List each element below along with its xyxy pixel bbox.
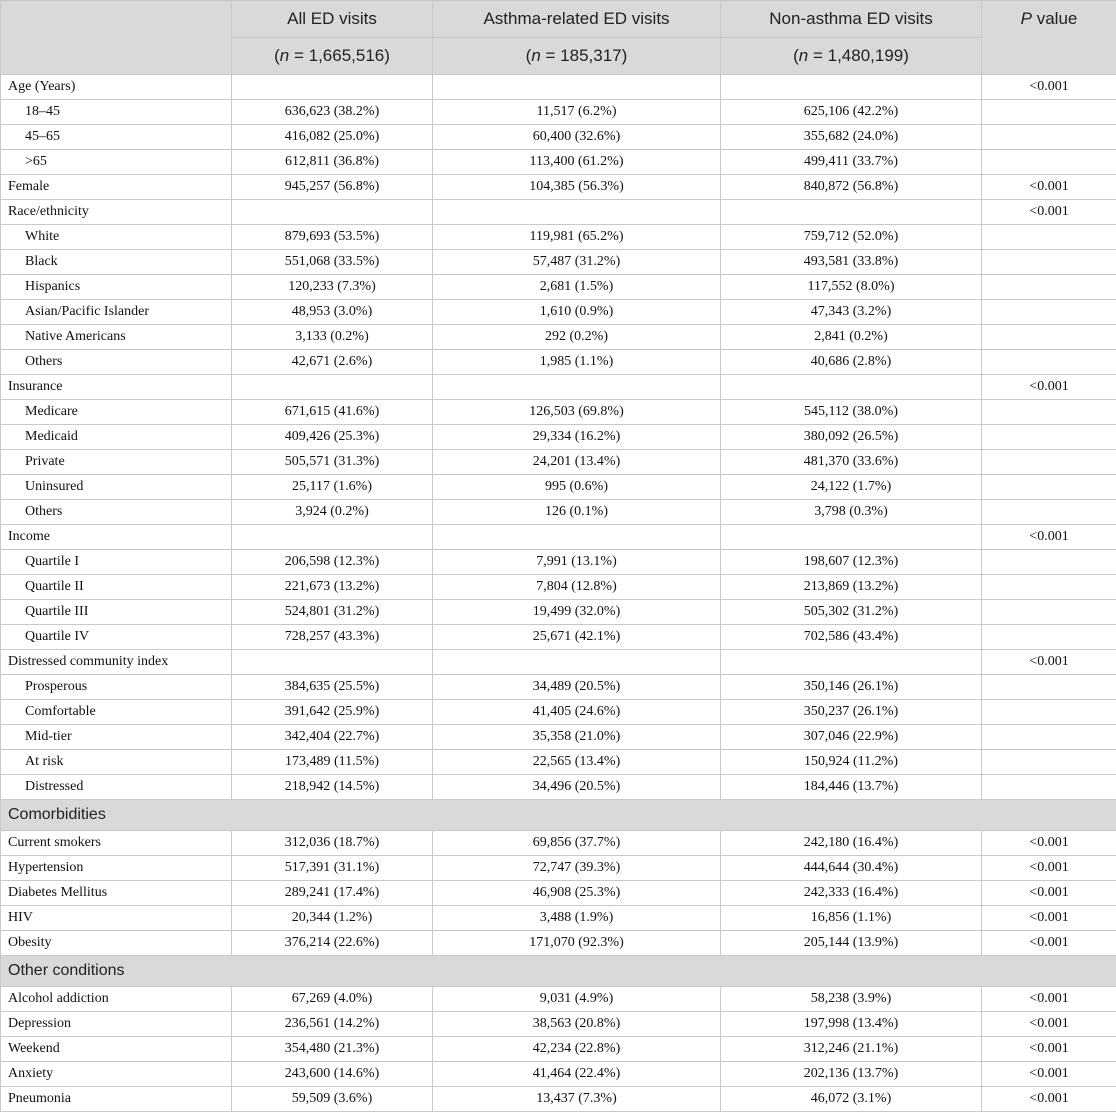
- cell-non-asthma-ed-visits: 625,106 (42.2%): [721, 100, 982, 125]
- table-row: [1, 375, 1116, 400]
- cell-all-ed-visits: 120,233 (7.3%): [232, 275, 433, 300]
- cell-asthma-ed-visits: 22,565 (13.4%): [433, 750, 721, 775]
- cell-all-ed-visits: 3,133 (0.2%): [232, 325, 433, 350]
- cell-asthma-ed-visits: 9,031 (4.9%): [433, 987, 721, 1012]
- cell-asthma-ed-visits: [433, 375, 721, 400]
- cell-all-ed-visits: 384,635 (25.5%): [232, 675, 433, 700]
- cell-all-ed-visits: 636,623 (38.2%): [232, 100, 433, 125]
- table-row: [1, 725, 1116, 750]
- cell-non-asthma-ed-visits: 307,046 (22.9%): [721, 725, 982, 750]
- cell-p-value: <0.001: [982, 1062, 1116, 1087]
- row-label: Insurance: [1, 375, 232, 400]
- row-label: Distressed: [1, 775, 232, 800]
- row-label: Distressed community index: [1, 650, 232, 675]
- cell-p-value: <0.001: [982, 906, 1116, 931]
- cell-all-ed-visits: [232, 75, 433, 100]
- cell-all-ed-visits: 376,214 (22.6%): [232, 931, 433, 956]
- section-header-row: [1, 800, 1116, 831]
- cell-asthma-ed-visits: 1,985 (1.1%): [433, 350, 721, 375]
- n-letter: n: [531, 46, 540, 65]
- row-label: Hispanics: [1, 275, 232, 300]
- table-row: [1, 856, 1116, 881]
- table-row: [1, 175, 1116, 200]
- cell-non-asthma-ed-visits: 47,343 (3.2%): [721, 300, 982, 325]
- header-row-titles: [1, 1, 1116, 38]
- cell-p-value: [982, 325, 1116, 350]
- row-label: At risk: [1, 750, 232, 775]
- table-row: [1, 75, 1116, 100]
- cell-asthma-ed-visits: 171,070 (92.3%): [433, 931, 721, 956]
- cell-p-value: [982, 675, 1116, 700]
- cell-all-ed-visits: 312,036 (18.7%): [232, 831, 433, 856]
- cell-all-ed-visits: [232, 200, 433, 225]
- table-row: [1, 400, 1116, 425]
- cell-non-asthma-ed-visits: 16,856 (1.1%): [721, 906, 982, 931]
- row-label: Pneumonia: [1, 1087, 232, 1112]
- row-label: Comfortable: [1, 700, 232, 725]
- cell-all-ed-visits: 879,693 (53.5%): [232, 225, 433, 250]
- cell-non-asthma-ed-visits: 184,446 (13.7%): [721, 775, 982, 800]
- cell-p-value: [982, 425, 1116, 450]
- section-title: Comorbidities: [1, 800, 1116, 831]
- table-row: [1, 500, 1116, 525]
- header-asthma-ed-visits: Asthma-related ED visits: [433, 1, 721, 38]
- cell-all-ed-visits: 945,257 (56.8%): [232, 175, 433, 200]
- cell-asthma-ed-visits: 25,671 (42.1%): [433, 625, 721, 650]
- cell-p-value: <0.001: [982, 525, 1116, 550]
- cell-asthma-ed-visits: 126,503 (69.8%): [433, 400, 721, 425]
- header-n-all: (n = 1,665,516): [232, 38, 433, 75]
- row-label: Age (Years): [1, 75, 232, 100]
- table-row: [1, 750, 1116, 775]
- cell-all-ed-visits: 505,571 (31.3%): [232, 450, 433, 475]
- section-header-row: [1, 956, 1116, 987]
- cell-p-value: <0.001: [982, 375, 1116, 400]
- row-label: Depression: [1, 1012, 232, 1037]
- cell-p-value: <0.001: [982, 175, 1116, 200]
- table-row: [1, 200, 1116, 225]
- row-label: Alcohol addiction: [1, 987, 232, 1012]
- cell-p-value: <0.001: [982, 1012, 1116, 1037]
- cell-all-ed-visits: 342,404 (22.7%): [232, 725, 433, 750]
- table-row: [1, 675, 1116, 700]
- header-all-ed-visits: All ED visits: [232, 1, 433, 38]
- cell-p-value: [982, 700, 1116, 725]
- cell-p-value: [982, 575, 1116, 600]
- cell-asthma-ed-visits: 29,334 (16.2%): [433, 425, 721, 450]
- table-row: [1, 125, 1116, 150]
- cell-asthma-ed-visits: 38,563 (20.8%): [433, 1012, 721, 1037]
- section-title: Other conditions: [1, 956, 1116, 987]
- cell-all-ed-visits: 59,509 (3.6%): [232, 1087, 433, 1112]
- cell-non-asthma-ed-visits: 380,092 (26.5%): [721, 425, 982, 450]
- cell-p-value: [982, 500, 1116, 525]
- table-row: [1, 700, 1116, 725]
- table-row: [1, 275, 1116, 300]
- cell-all-ed-visits: 243,600 (14.6%): [232, 1062, 433, 1087]
- cell-asthma-ed-visits: [433, 75, 721, 100]
- row-label: Others: [1, 500, 232, 525]
- table-row: [1, 100, 1116, 125]
- cell-non-asthma-ed-visits: [721, 75, 982, 100]
- row-label: Native Americans: [1, 325, 232, 350]
- cell-asthma-ed-visits: 104,385 (56.3%): [433, 175, 721, 200]
- row-label: Uninsured: [1, 475, 232, 500]
- cell-p-value: [982, 350, 1116, 375]
- cell-non-asthma-ed-visits: 481,370 (33.6%): [721, 450, 982, 475]
- cell-asthma-ed-visits: 7,991 (13.1%): [433, 550, 721, 575]
- row-label: >65: [1, 150, 232, 175]
- cell-non-asthma-ed-visits: 198,607 (12.3%): [721, 550, 982, 575]
- cell-asthma-ed-visits: 126 (0.1%): [433, 500, 721, 525]
- row-label: Obesity: [1, 931, 232, 956]
- cell-asthma-ed-visits: 3,488 (1.9%): [433, 906, 721, 931]
- table-row: [1, 906, 1116, 931]
- cell-asthma-ed-visits: 41,405 (24.6%): [433, 700, 721, 725]
- cell-asthma-ed-visits: 41,464 (22.4%): [433, 1062, 721, 1087]
- cell-asthma-ed-visits: 57,487 (31.2%): [433, 250, 721, 275]
- cell-asthma-ed-visits: 24,201 (13.4%): [433, 450, 721, 475]
- cell-p-value: <0.001: [982, 931, 1116, 956]
- cell-non-asthma-ed-visits: 505,302 (31.2%): [721, 600, 982, 625]
- row-label: Asian/Pacific Islander: [1, 300, 232, 325]
- cell-p-value: [982, 625, 1116, 650]
- cell-asthma-ed-visits: 72,747 (39.3%): [433, 856, 721, 881]
- row-label: Medicaid: [1, 425, 232, 450]
- cell-asthma-ed-visits: 60,400 (32.6%): [433, 125, 721, 150]
- row-label: Prosperous: [1, 675, 232, 700]
- header-non-asthma-ed-visits: Non-asthma ED visits: [721, 1, 982, 38]
- row-label: Income: [1, 525, 232, 550]
- cell-p-value: [982, 150, 1116, 175]
- cell-all-ed-visits: [232, 650, 433, 675]
- table-row: [1, 225, 1116, 250]
- table-row: [1, 1037, 1116, 1062]
- table-row: [1, 1087, 1116, 1112]
- n-asthma-value: = 185,317): [541, 46, 628, 65]
- cell-all-ed-visits: 612,811 (36.8%): [232, 150, 433, 175]
- table-row: [1, 475, 1116, 500]
- cell-asthma-ed-visits: [433, 200, 721, 225]
- cell-p-value: [982, 400, 1116, 425]
- cell-asthma-ed-visits: [433, 650, 721, 675]
- cell-non-asthma-ed-visits: 499,411 (33.7%): [721, 150, 982, 175]
- table-row: [1, 550, 1116, 575]
- table-row: [1, 831, 1116, 856]
- cell-all-ed-visits: 409,426 (25.3%): [232, 425, 433, 450]
- row-label: 18–45: [1, 100, 232, 125]
- cell-p-value: [982, 550, 1116, 575]
- n-non-asthma-value: = 1,480,199): [808, 46, 909, 65]
- table-row: [1, 325, 1116, 350]
- cell-asthma-ed-visits: 2,681 (1.5%): [433, 275, 721, 300]
- cell-non-asthma-ed-visits: 242,333 (16.4%): [721, 881, 982, 906]
- cell-asthma-ed-visits: 19,499 (32.0%): [433, 600, 721, 625]
- cell-asthma-ed-visits: 11,517 (6.2%): [433, 100, 721, 125]
- row-label: White: [1, 225, 232, 250]
- row-label: Others: [1, 350, 232, 375]
- table-header: [1, 1, 1116, 75]
- table-body: [1, 75, 1116, 1112]
- cell-p-value: <0.001: [982, 650, 1116, 675]
- row-label: Quartile IV: [1, 625, 232, 650]
- row-label: Diabetes Mellitus: [1, 881, 232, 906]
- header-n-asthma: (n = 185,317): [433, 38, 721, 75]
- cell-p-value: [982, 450, 1116, 475]
- table-row: [1, 425, 1116, 450]
- cell-non-asthma-ed-visits: [721, 375, 982, 400]
- cell-non-asthma-ed-visits: 840,872 (56.8%): [721, 175, 982, 200]
- cell-p-value: [982, 225, 1116, 250]
- row-label: HIV: [1, 906, 232, 931]
- header-n-non-asthma: (n = 1,480,199): [721, 38, 982, 75]
- cell-non-asthma-ed-visits: 205,144 (13.9%): [721, 931, 982, 956]
- cell-p-value: [982, 750, 1116, 775]
- cell-all-ed-visits: 524,801 (31.2%): [232, 600, 433, 625]
- row-label: Female: [1, 175, 232, 200]
- cell-all-ed-visits: 671,615 (41.6%): [232, 400, 433, 425]
- table-row: [1, 1012, 1116, 1037]
- table-row: [1, 150, 1116, 175]
- cell-non-asthma-ed-visits: 3,798 (0.3%): [721, 500, 982, 525]
- cell-non-asthma-ed-visits: 117,552 (8.0%): [721, 275, 982, 300]
- cell-p-value: [982, 250, 1116, 275]
- header-blank-cell: [1, 1, 232, 75]
- cell-all-ed-visits: 3,924 (0.2%): [232, 500, 433, 525]
- row-label: Quartile II: [1, 575, 232, 600]
- cell-non-asthma-ed-visits: 350,146 (26.1%): [721, 675, 982, 700]
- cell-p-value: [982, 600, 1116, 625]
- p-letter: P: [1021, 9, 1032, 28]
- cell-all-ed-visits: 391,642 (25.9%): [232, 700, 433, 725]
- cell-all-ed-visits: 25,117 (1.6%): [232, 475, 433, 500]
- cell-all-ed-visits: 173,489 (11.5%): [232, 750, 433, 775]
- cell-asthma-ed-visits: 7,804 (12.8%): [433, 575, 721, 600]
- cell-non-asthma-ed-visits: [721, 650, 982, 675]
- cell-asthma-ed-visits: 69,856 (37.7%): [433, 831, 721, 856]
- cell-non-asthma-ed-visits: 312,246 (21.1%): [721, 1037, 982, 1062]
- cell-all-ed-visits: [232, 525, 433, 550]
- cell-non-asthma-ed-visits: 197,998 (13.4%): [721, 1012, 982, 1037]
- cell-p-value: <0.001: [982, 75, 1116, 100]
- cell-asthma-ed-visits: [433, 525, 721, 550]
- cell-p-value: [982, 125, 1116, 150]
- cell-non-asthma-ed-visits: 350,237 (26.1%): [721, 700, 982, 725]
- row-label: Anxiety: [1, 1062, 232, 1087]
- table-row: [1, 625, 1116, 650]
- cell-non-asthma-ed-visits: 213,869 (13.2%): [721, 575, 982, 600]
- cell-all-ed-visits: 221,673 (13.2%): [232, 575, 433, 600]
- row-label: Medicare: [1, 400, 232, 425]
- cell-non-asthma-ed-visits: 24,122 (1.7%): [721, 475, 982, 500]
- cell-all-ed-visits: 236,561 (14.2%): [232, 1012, 433, 1037]
- table-row: [1, 525, 1116, 550]
- table-row: [1, 881, 1116, 906]
- cell-all-ed-visits: 517,391 (31.1%): [232, 856, 433, 881]
- table-row: [1, 987, 1116, 1012]
- cell-non-asthma-ed-visits: 444,644 (30.4%): [721, 856, 982, 881]
- cell-all-ed-visits: 206,598 (12.3%): [232, 550, 433, 575]
- cell-asthma-ed-visits: 35,358 (21.0%): [433, 725, 721, 750]
- row-label: 45–65: [1, 125, 232, 150]
- row-label: Hypertension: [1, 856, 232, 881]
- table-row: [1, 575, 1116, 600]
- cell-p-value: [982, 775, 1116, 800]
- table-row: [1, 600, 1116, 625]
- cell-p-value: <0.001: [982, 856, 1116, 881]
- cell-asthma-ed-visits: 995 (0.6%): [433, 475, 721, 500]
- cell-p-value: <0.001: [982, 831, 1116, 856]
- cell-all-ed-visits: 416,082 (25.0%): [232, 125, 433, 150]
- n-all-value: = 1,665,516): [289, 46, 390, 65]
- cell-all-ed-visits: 218,942 (14.5%): [232, 775, 433, 800]
- row-label: Weekend: [1, 1037, 232, 1062]
- cell-asthma-ed-visits: 34,489 (20.5%): [433, 675, 721, 700]
- cell-p-value: <0.001: [982, 881, 1116, 906]
- cell-non-asthma-ed-visits: 150,924 (11.2%): [721, 750, 982, 775]
- table-row: [1, 650, 1116, 675]
- cell-non-asthma-ed-visits: 202,136 (13.7%): [721, 1062, 982, 1087]
- cell-all-ed-visits: 551,068 (33.5%): [232, 250, 433, 275]
- row-label: Quartile III: [1, 600, 232, 625]
- cell-non-asthma-ed-visits: 2,841 (0.2%): [721, 325, 982, 350]
- row-label: Race/ethnicity: [1, 200, 232, 225]
- cell-all-ed-visits: 354,480 (21.3%): [232, 1037, 433, 1062]
- table-row: [1, 350, 1116, 375]
- cell-all-ed-visits: [232, 375, 433, 400]
- cell-p-value: [982, 725, 1116, 750]
- header-p-value: [982, 1, 1116, 75]
- cell-all-ed-visits: 42,671 (2.6%): [232, 350, 433, 375]
- cell-p-value: [982, 300, 1116, 325]
- cell-non-asthma-ed-visits: 58,238 (3.9%): [721, 987, 982, 1012]
- cell-asthma-ed-visits: 46,908 (25.3%): [433, 881, 721, 906]
- cell-p-value: [982, 100, 1116, 125]
- cell-all-ed-visits: 289,241 (17.4%): [232, 881, 433, 906]
- p-value-label: value: [1032, 9, 1077, 28]
- table-row: [1, 1062, 1116, 1087]
- cell-all-ed-visits: 728,257 (43.3%): [232, 625, 433, 650]
- cell-asthma-ed-visits: 1,610 (0.9%): [433, 300, 721, 325]
- table-row: [1, 450, 1116, 475]
- row-label: Mid-tier: [1, 725, 232, 750]
- table-row: [1, 775, 1116, 800]
- n-letter: n: [280, 46, 289, 65]
- cell-asthma-ed-visits: 292 (0.2%): [433, 325, 721, 350]
- cell-non-asthma-ed-visits: [721, 525, 982, 550]
- cell-non-asthma-ed-visits: 545,112 (38.0%): [721, 400, 982, 425]
- cell-asthma-ed-visits: 34,496 (20.5%): [433, 775, 721, 800]
- row-label: Current smokers: [1, 831, 232, 856]
- cell-non-asthma-ed-visits: 355,682 (24.0%): [721, 125, 982, 150]
- n-letter: n: [799, 46, 808, 65]
- table-row: [1, 931, 1116, 956]
- cell-all-ed-visits: 67,269 (4.0%): [232, 987, 433, 1012]
- row-label: Quartile I: [1, 550, 232, 575]
- cell-p-value: [982, 275, 1116, 300]
- cell-non-asthma-ed-visits: 759,712 (52.0%): [721, 225, 982, 250]
- table-row: [1, 300, 1116, 325]
- cell-non-asthma-ed-visits: [721, 200, 982, 225]
- cell-asthma-ed-visits: 119,981 (65.2%): [433, 225, 721, 250]
- cell-asthma-ed-visits: 113,400 (61.2%): [433, 150, 721, 175]
- cell-non-asthma-ed-visits: 493,581 (33.8%): [721, 250, 982, 275]
- row-label: Black: [1, 250, 232, 275]
- table-row: [1, 250, 1116, 275]
- cell-non-asthma-ed-visits: 702,586 (43.4%): [721, 625, 982, 650]
- cell-p-value: <0.001: [982, 1087, 1116, 1112]
- cell-non-asthma-ed-visits: 40,686 (2.8%): [721, 350, 982, 375]
- cell-all-ed-visits: 48,953 (3.0%): [232, 300, 433, 325]
- cell-p-value: <0.001: [982, 987, 1116, 1012]
- cell-non-asthma-ed-visits: 46,072 (3.1%): [721, 1087, 982, 1112]
- row-label: Private: [1, 450, 232, 475]
- cell-p-value: <0.001: [982, 1037, 1116, 1062]
- cell-p-value: [982, 475, 1116, 500]
- cell-p-value: <0.001: [982, 200, 1116, 225]
- cell-asthma-ed-visits: 13,437 (7.3%): [433, 1087, 721, 1112]
- cell-all-ed-visits: 20,344 (1.2%): [232, 906, 433, 931]
- cell-asthma-ed-visits: 42,234 (22.8%): [433, 1037, 721, 1062]
- cell-non-asthma-ed-visits: 242,180 (16.4%): [721, 831, 982, 856]
